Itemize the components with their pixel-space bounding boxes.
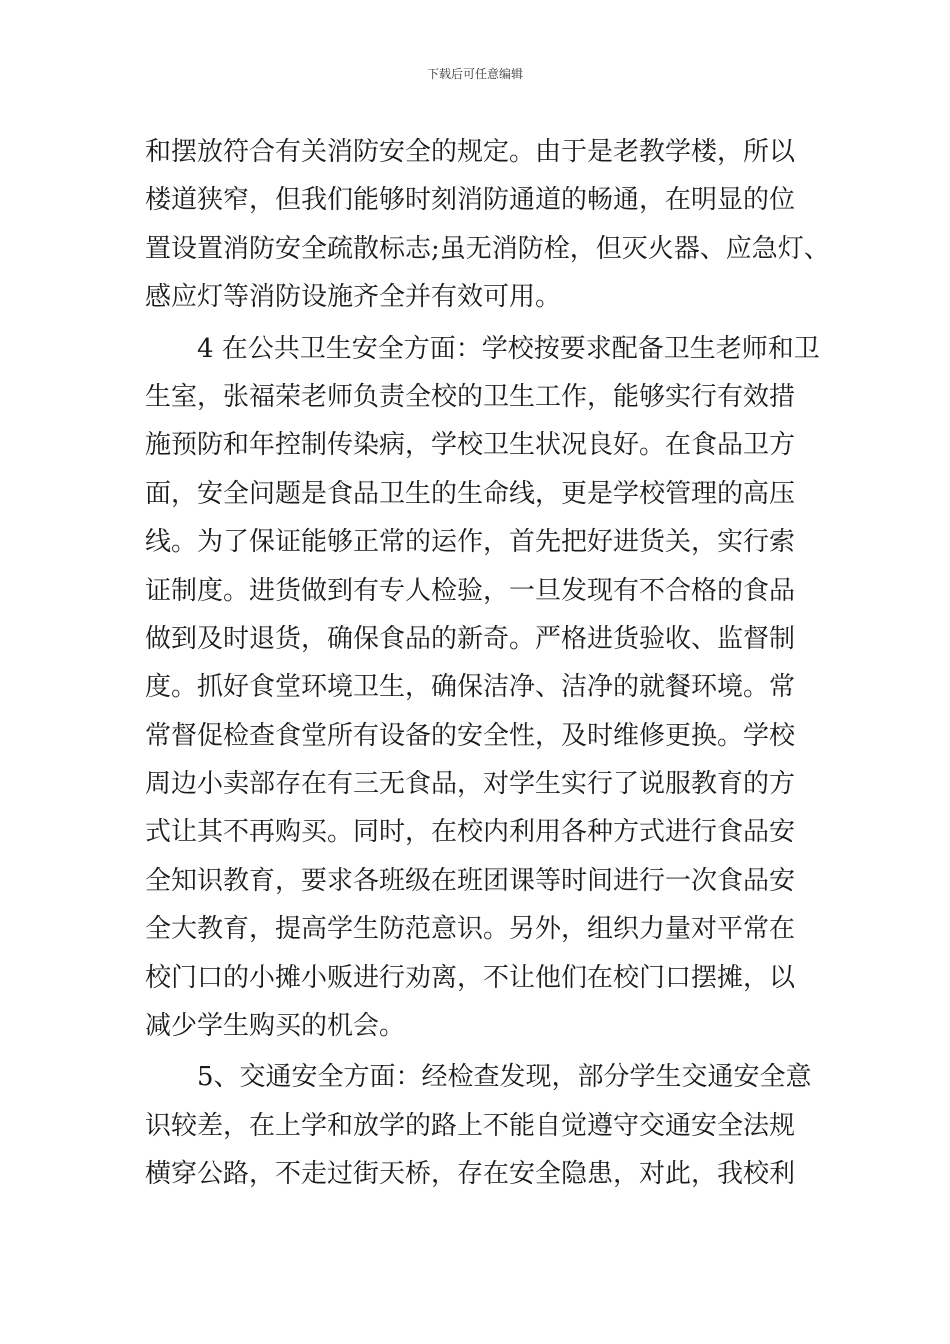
text-line: 置设置消防安全疏散标志;虽无消防栓，但灭火器、应急灯、 [145,233,830,264]
text-line: 5、交通安全方面：经检查发现，部分学生交通安全意 [145,1062,812,1093]
text-line: 全知识教育，要求各班级在班团课等时间进行一次食品安 [145,865,796,896]
paragraph-traffic-safety [145,1053,835,1198]
text-line: 式让其不再购买。同时，在校内利用各种方式进行食品安 [145,817,796,848]
text-line: 生室，张福荣老师负责全校的卫生工作，能够实行有效措 [145,381,796,412]
paragraph-fire-safety [145,128,835,322]
text-line: 度。抓好食堂环境卫生，确保洁净、洁净的就餐环境。常 [145,672,796,703]
paragraph-public-health [145,325,835,1051]
text-line: 周边小卖部存在有三无食品，对学生实行了说服教育的方 [145,769,796,800]
text-line: 施预防和年控制传染病，学校卫生状况良好。在食品卫方 [145,430,796,461]
text-line: 楼道狭窄，但我们能够时刻消防通道的畅通，在明显的位 [145,185,796,216]
page-header: 下载后可任意编辑 [426,67,523,81]
text-line: 减少学生购买的机会。 [145,1011,406,1042]
text-line: 校门口的小摊小贩进行劝离，不让他们在校门口摆摊，以 [145,962,796,993]
text-line: 感应灯等消防设施齐全并有效可用。 [145,282,562,313]
document-body [145,128,835,1199]
text-line: 面，安全问题是食品卫生的生命线，更是学校管理的高压 [145,478,796,509]
text-line: 识较差，在上学和放学的路上不能自觉遵守交通安全法规 [145,1110,796,1141]
text-line: 横穿公路，不走过街天桥，存在安全隐患，对此，我校利 [145,1159,796,1190]
text-line: 做到及时退货，确保食品的新奇。严格进货验收、监督制 [145,623,796,654]
text-line: 和摆放符合有关消防安全的规定。由于是老教学楼，所以 [145,137,796,167]
text-line: 全大教育，提高学生防范意识。另外，组织力量对平常在 [145,914,796,945]
text-line: 线。为了保证能够正常的运作，首先把好进货关，实行索 [145,527,796,558]
text-line: 证制度。进货做到有专人检验，一旦发现有不合格的食品 [145,575,796,606]
text-line: 4 在公共卫生安全方面：学校按要求配备卫生老师和卫 [145,333,820,364]
text-line: 常督促检查食堂所有设备的安全性，及时维修更换。学校 [145,720,796,751]
